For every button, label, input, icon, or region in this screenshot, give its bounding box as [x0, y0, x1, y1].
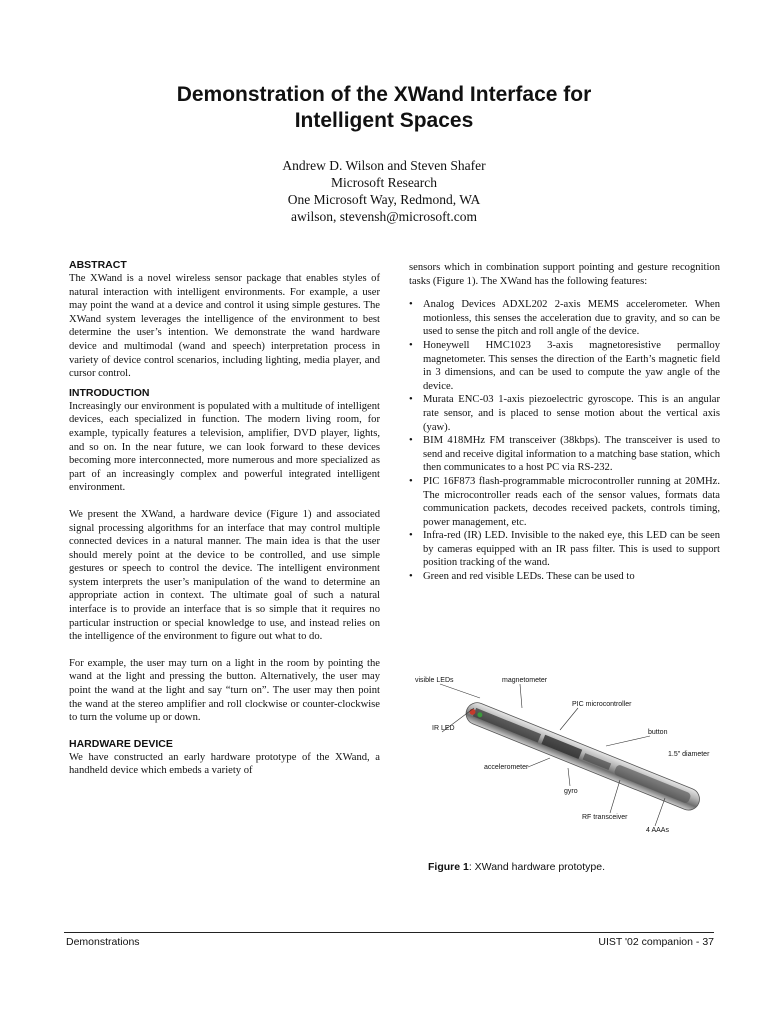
- bullet-marker: •: [409, 571, 413, 583]
- feature-item: [409, 529, 720, 570]
- feature-item: [409, 393, 720, 434]
- label-magnetometer: magnetometer: [502, 677, 548, 684]
- intro-paragraph-1: Increasingly our environment is populated with a multitude of intelligent devices, each specialized in function. The modern living room, for example, typically features a television, amplifier, DVD player, lights, and so on. In the near future, we can look forward to these devices becoming more interconnected, more numerous and more specialized as part of an increasingly complex and powerful integrated intelligent environment.: [69, 400, 380, 494]
- bullet-marker: •: [409, 339, 413, 351]
- bullet-marker: •: [409, 475, 413, 487]
- abstract-text: The XWand is a novel wireless sensor package that enables styles of natural interaction with intelligent environments. For example, a user may point the wand at a device and control it using simple gestures. The XWand system leverages the intelligence of the environment to best determine the user’s intention. We demonstrate the wand hardware device and multimodal (wand and speech) interpretation process in variety of device control scenarios, including lighting, media player, and cursor control.: [69, 273, 380, 380]
- hardware-text: We have constructed an early hardware prototype of the XWand, a handheld device which embeds a variety of: [69, 751, 380, 777]
- right-column: [409, 261, 720, 584]
- features-list: [409, 298, 720, 583]
- label-ir-led: IR LED: [432, 725, 455, 732]
- feature-text: Honeywell HMC1023 3-axis magnetoresistive permalloy magnetometer. This senses the direction of the Earth’s magnetic field in 3 dimensions, and can be used to compute the yaw angle of the device.: [423, 339, 720, 392]
- label-diameter: 1.5" diameter: [668, 751, 710, 758]
- author-names: Andrew D. Wilson and Steven Shafer: [282, 158, 486, 173]
- label-visible-leds: visible LEDs: [415, 677, 454, 684]
- bullet-marker: •: [409, 299, 413, 311]
- intro-paragraph-2: We present the XWand, a hardware device (Figure 1) and associated signal processing algorithms for an interface that may control multiple connected devices in a natural manner. The main idea is that the user should merely point at the device to be controlled, and use simple gestures or speech to control the device. The intelligent environment system interprets the user’s manipulation of the wand to determine an appropriate action in context. The ultimate goal of such a natural interface is to provide an interface that is so simple that it requires no particular instruction or special knowledge to use, and instead relies on the intelligence of the environment to figure out what to do.: [69, 508, 380, 643]
- author-email: awilson, stevensh@microsoft.com: [290, 209, 478, 224]
- bullet-marker: •: [409, 530, 413, 542]
- title-line-2: Intelligent Spaces: [294, 109, 474, 132]
- label-gyro: gyro: [564, 788, 578, 795]
- label-accelerometer: accelerometer: [484, 764, 529, 771]
- feature-text: Analog Devices ADXL202 2-axis MEMS accelerometer. When motionless, this senses the acceleration due to gravity, and so can be used to sense the pitch and roll angle of the device.: [423, 299, 720, 338]
- author-affiliation: Microsoft Research: [330, 175, 438, 190]
- feature-item: [409, 298, 720, 339]
- author-block: [150, 157, 618, 225]
- feature-text: BIM 418MHz FM transceiver (38kbps). The transceiver is used to send and receive digital information to a matching base station, which then communicates to a host PC via RS-232.: [423, 435, 720, 474]
- features-intro: sensors which in combination support pointing and gesture recognition tasks (Figure 1). The XWand has the following features:: [409, 262, 720, 287]
- intro-paragraph-3: For example, the user may turn on a light in the room by pointing the wand at the light and pressing the button. Alternatively, the user may point the wand at the light and say “turn on”. The user may then point the wand at the stereo amplifier and roll clockwise or counter-clockwise to turn the volume up or down.: [69, 657, 380, 724]
- feature-item: [409, 475, 720, 529]
- xwand-figure: [410, 668, 722, 848]
- xwand-prototype-image: [410, 668, 722, 848]
- feature-item: [409, 570, 720, 584]
- caption-label: Figure 1: [428, 861, 469, 873]
- label-pic-microcontroller: PIC microcontroller: [572, 701, 632, 708]
- caption-text: : XWand hardware prototype.: [468, 861, 606, 873]
- feature-text: Murata ENC-03 1-axis piezoelectric gyroscope. This is an angular rate sensor, and is placed to sense motion about the vertical axis (yaw).: [423, 394, 720, 433]
- introduction-heading: INTRODUCTION: [69, 386, 150, 399]
- label-button: button: [648, 729, 668, 736]
- label-rf-transceiver: RF transceiver: [582, 814, 628, 821]
- feature-item: [409, 434, 720, 475]
- label-4-aaas: 4 AAAs: [646, 827, 669, 834]
- figure-caption: [428, 861, 605, 873]
- hardware-heading: HARDWARE DEVICE: [69, 737, 173, 750]
- bullet-marker: •: [409, 394, 413, 406]
- left-column: [69, 259, 380, 778]
- author-address: One Microsoft Way, Redmond, WA: [287, 192, 481, 207]
- feature-text: PIC 16F873 flash-programmable microcontroller running at 20MHz. The microcontroller reads each of the sensor values, formats data communication packets, decodes received packets, controls timing, power management, etc.: [423, 475, 720, 528]
- footer-page-info: UIST '02 companion - 37: [598, 936, 714, 948]
- footer-divider: [64, 932, 714, 933]
- feature-item: [409, 339, 720, 393]
- feature-text: Infra-red (IR) LED. Invisible to the naked eye, this LED can be seen by cameras equipped with an IR pass filter. This is used to support position tracking of the wand.: [423, 530, 720, 569]
- bullet-marker: •: [409, 435, 413, 447]
- feature-text: Green and red visible LEDs. These can be used to: [423, 571, 635, 583]
- footer-section-name: Demonstrations: [66, 936, 140, 948]
- abstract-heading: ABSTRACT: [69, 259, 127, 271]
- title-line-1: Demonstration of the XWand Interface for: [176, 83, 592, 106]
- paper-title: [100, 82, 668, 134]
